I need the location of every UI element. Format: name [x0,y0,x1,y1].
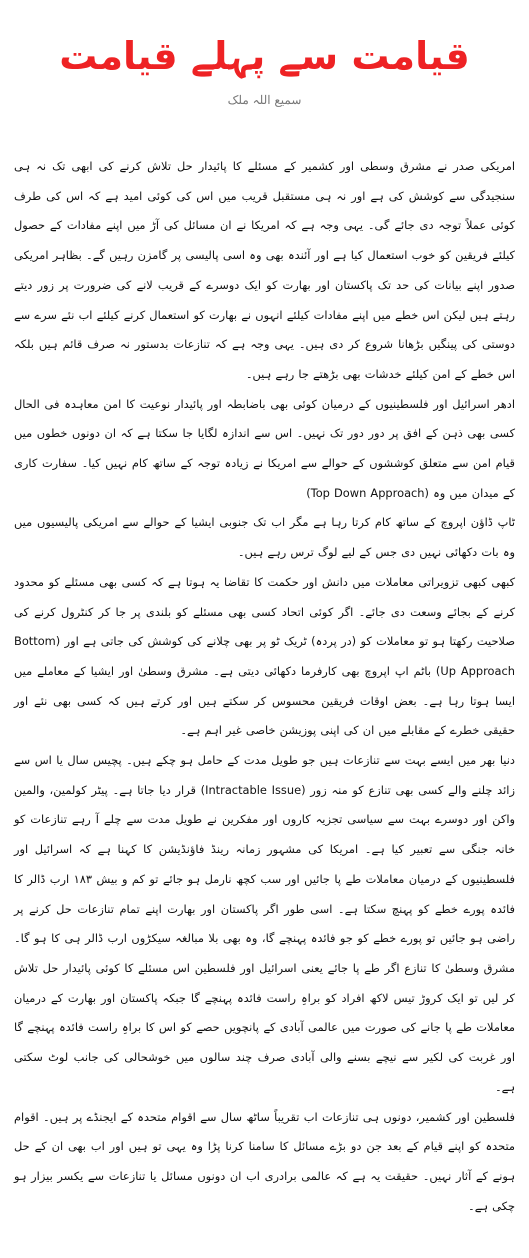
article-body [14,152,515,1221]
paragraph: فلسطین اور کشمیر، دونوں ہی تنازعات اب تقریباً ساٹھ سال سے اقوام متحدہ کے ایجنڈے پر ہیں۔ اقوام متحدہ کو اپنے قیام کے بعد جن دو بڑے مسائل کا سامنا کرنا پڑا وہ یہی تو ہیں اور اب بھی ان کے حل ہونے کے آثار نہیں۔ حقیقت یہ ہے کہ عالمی برادری اب ان دونوں مسائل یا تنازعات سے یکسر بیزار ہو چکی ہے۔ [14,1109,515,1213]
paragraph: ادھر اسرائیل اور فلسطینیوں کے درمیان کوئی بھی باضابطہ اور پائیدار نوعیت کا امن معاہدہ فی الحال کسی بھی ذہن کے افق پر دور دور تک نہیں۔ اس سے اندازہ لگایا جا سکتا ہے کہ ان دونوں خطوں میں قیام امن سے متعلق کوششوں کے حوالے سے امریکا نے زیادہ توجہ کے ساتھ کام نہیں کیا۔ سفارت کاری کے میدان میں وہ (Top Down Approach) [14,396,515,500]
article-title: قیامت سے پہلے قیامت [59,34,470,78]
paragraph: ٹاپ ڈاؤن اپروچ کے ساتھ کام کرتا رہا ہے مگر اب تک جنوبی ایشیا کے حوالے سے امریکی پالیسیوں میں وہ بات دکھائی نہیں دی جس کے لیے لوگ ترس رہے ہیں۔ [14,515,515,560]
paragraph: کبھی کبھی تزویراتی معاملات میں دانش اور حکمت کا تقاضا یہ ہوتا ہے کہ کسی بھی مسئلے کو محدود کرنے کے بجائے وسعت دی جائے۔ اگر کوئی اتحاد کسی بھی مسئلے کو بلندی پر جا کر کنٹرول کرنے کی صلاحیت رکھتا ہو تو معاملات کو (در پردہ) ٹریک ٹو پر بھی چلانے کی کوشش کی جاتی ہے اور (Bottom Up Approach) باٹم اپ اپروچ بھی کارفرما دکھائی دیتی ہے۔ مشرق وسطیٰ اور ایشیا کے معاملے میں ایسا ہوتا رہا ہے۔ بعض اوقات فریقین محسوس کر سکتے ہیں اور کرتے ہیں کہ کسی بھی نئے اور حقیقی خطرے کے مقابلے میں ان کی اپنی پوزیشن خاصی غیر اہم ہے۔ [14,574,515,738]
paragraph: دنیا بھر میں ایسے بہت سے تنازعات ہیں جو طویل مدت کے حامل ہو چکے ہیں۔ پچیس سال یا اس سے زائد چلنے والے کسی بھی تنازع کو منہ زور (Intractable Issue) قرار دیا جاتا ہے۔ پیٹر کولمین، والمین واکن اور دوسرے بہت سے سیاسی تجزیہ کاروں اور مفکرین نے طویل مدت سے چلے آ رہے تنازعات کو خانہ جنگی سے تعبیر کیا ہے۔ امریکا کی مشہور زمانہ رینڈ فاؤنڈیشن کا کہنا ہے کہ اسرائیل اور فلسطینیوں کے درمیان معاملات طے پا جائیں اور سب کچھ نارمل ہو جائے تو کم و بیش ۱۸۳ ارب ڈالر کا فائدہ پورے خطے کو پہنچ سکتا ہے۔ اسی طور اگر پاکستان اور بھارت اپنے تمام تنازعات حل کرنے پر راضی ہو جائیں تو پورے خطے کو جو فائدہ پہنچے گا، وہ بھی بلا مبالغہ سیکڑوں ارب ڈالر ہی کا ہو گا۔ مشرق وسطیٰ کا تنازع اگر طے پا جائے یعنی اسرائیل اور فلسطین اس مسئلے کا کوئی پائیدار حل تلاش کر لیں تو ایک کروڑ تیس لاکھ افراد کو براہِ راست فائدہ پہنچے گا جبکہ پاکستان اور بھارت کے درمیان معاملات طے پا جانے کی صورت میں عالمی آبادی کے پانچویں حصے کو اس کا براہِ راست فائدہ پہنچے گا اور غربت کی لکیر سے نیچے بسنے والی آبادی صرف چند سالوں میں خوشحالی کی جانب لوٹ سکتی ہے۔ [14,753,515,1094]
paragraph: امریکی صدر نے مشرق وسطی اور کشمیر کے مسئلے کا پائیدار حل تلاش کرنے کی ابھی تک نہ ہی سنجیدگی سے کوشش کی ہے اور نہ ہی مستقبل قریب میں اس کی کوئی امید ہے کہ اس کی طرف کوئی عملاً توجہ دی جائے گی۔ یہی وجہ ہے کہ امریکا نے ان مسائل کی آڑ میں اپنے مفادات کے حصول کیلئے فریقین کو خوب استعمال کیا ہے اور آئندہ بھی وہ اسی پالیسی پر گامزن رہیں گے۔ بظاہر امریکی صدور اپنے بیانات کی حد تک پاکستان اور بھارت کو ایک دوسرے کے قریب لانے کی ضرورت پر زور دیتے رہتے ہیں لیکن اس خطے میں اپنے مفادات کیلئے انہوں نے بھارت کو استعمال کرنے کیلئے اب نئے سرے سے دوستی کی پینگیں بڑھانا شروع کر دی ہیں۔ یہی وجہ ہے کہ تنازعات بدستور نہ صرف قائم ہیں بلکہ اس خطے کے امن کیلئے خدشات بھی بڑھتے جا رہے ہیں۔ [14,159,515,381]
author-byline: سمیع اللہ ملک [227,93,302,107]
